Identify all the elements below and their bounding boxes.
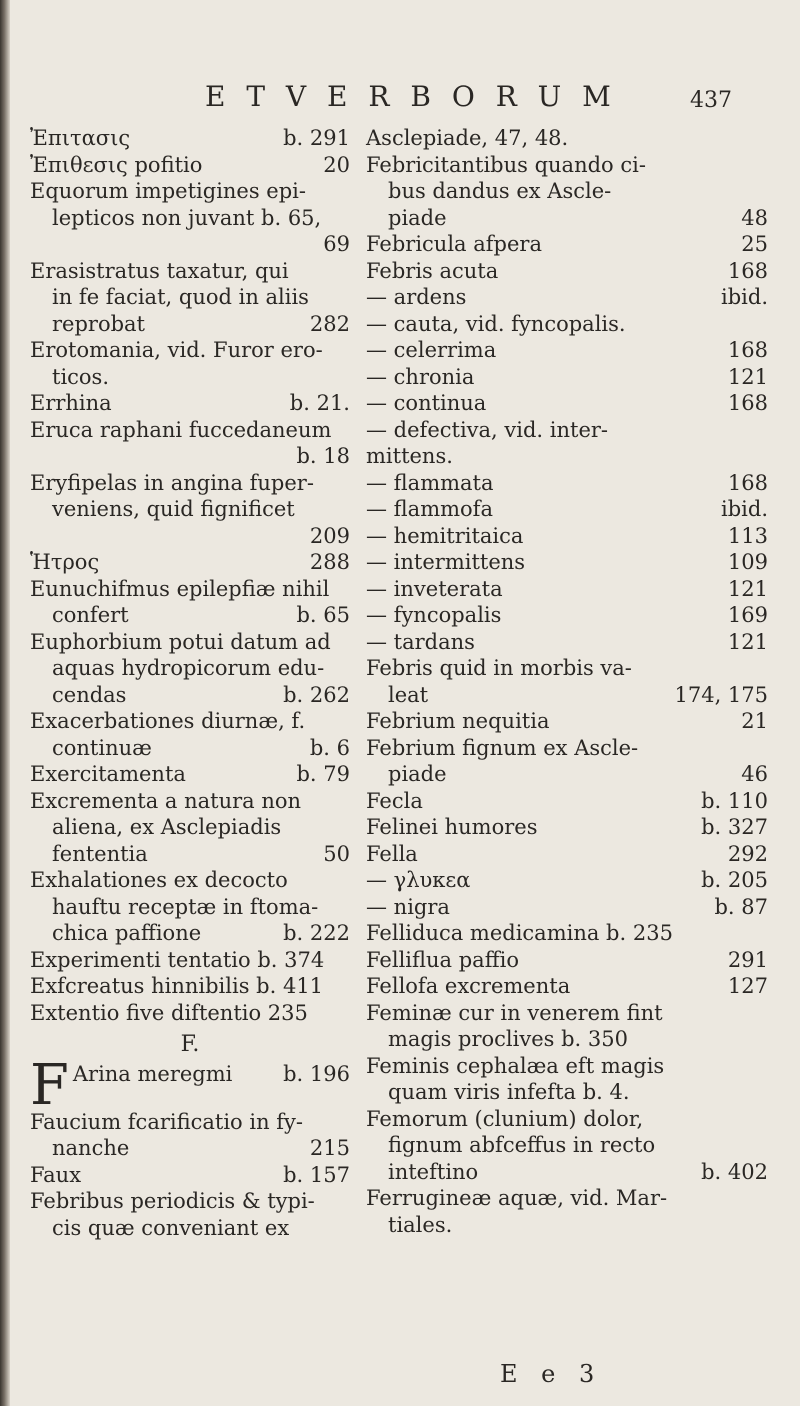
index-entry [366, 178, 768, 205]
entry-reference: 168 [727, 258, 768, 283]
index-entry [30, 920, 350, 947]
entry-text: Febrium nequitia [366, 709, 550, 733]
index-entry [30, 894, 350, 921]
index-entry [366, 973, 768, 1000]
entry-reference: 20 [323, 152, 350, 177]
entry-text: in fe faciat, quod in aliis [52, 285, 309, 309]
entry-text: confert [52, 603, 129, 627]
index-entry [366, 576, 768, 603]
index-entry [366, 708, 768, 735]
entry-reference: b. 18 [296, 444, 350, 468]
index-entry [30, 390, 350, 417]
index-entry [30, 231, 350, 258]
index-entry [30, 205, 350, 232]
entry-text: quam viris infefta b. 4. [388, 1080, 630, 1104]
index-entry [366, 549, 768, 576]
entry-text: Febricula afpera [366, 232, 542, 256]
index-entry [30, 152, 350, 179]
index-entry [30, 708, 350, 735]
entry-text: Febris acuta [366, 258, 499, 283]
index-entry [30, 947, 350, 974]
index-entry [30, 1109, 350, 1136]
entry-reference: b. 196 [283, 1061, 350, 1086]
entry-text: Faux [30, 1162, 82, 1187]
index-entry [366, 894, 768, 921]
entry-text: Equorum impetigines epi- [30, 179, 306, 203]
index-entry [30, 814, 350, 841]
index-entry [30, 1215, 350, 1242]
entry-text: Exhalationes ex decocto [30, 868, 288, 892]
index-entry [30, 655, 350, 682]
index-entry [30, 364, 350, 391]
entry-text: tiales. [388, 1212, 453, 1237]
entry-text: piade [388, 762, 447, 786]
index-entry [366, 205, 768, 232]
entry-text: — γλυκεα [366, 868, 471, 892]
entry-text: Ferrugineæ aquæ, vid. Mar- [366, 1186, 668, 1210]
index-entry [366, 1106, 768, 1133]
index-entry [30, 125, 350, 152]
entry-text: Fecla [366, 788, 423, 813]
index-entry [30, 735, 350, 762]
entry-reference: b. 21. [289, 391, 350, 415]
entry-text: bus dandus ex Ascle- [388, 179, 612, 203]
index-entry [30, 523, 350, 550]
index-entry [366, 761, 768, 788]
entry-text: — nigra [366, 894, 450, 919]
entry-reference: 127 [727, 974, 768, 998]
entry-text: — defectiva, vid. inter- [366, 417, 609, 442]
entry-reference: b. 262 [283, 682, 350, 707]
entry-reference: b. 222 [283, 921, 350, 945]
entry-text: Experimenti tentatio b. 374 [30, 947, 325, 972]
entry-text: ticos. [52, 364, 110, 389]
entry-text: magis proclives b. 350 [388, 1027, 628, 1051]
index-entry [30, 470, 350, 497]
entry-text: fententia [52, 841, 148, 866]
entry-text: Excrementa a natura non [30, 788, 302, 813]
entry-text: Felinei humores [366, 815, 538, 839]
entry-text: — hemitritaica [366, 523, 524, 548]
index-entry [30, 311, 350, 338]
index-entry [366, 258, 768, 285]
entry-text: Ἡτρος [30, 550, 100, 574]
index-entry [366, 311, 768, 338]
entry-reference: 21 [741, 709, 768, 733]
signature-mark: E e 3 [500, 1360, 603, 1388]
entry-reference: 209 [309, 523, 350, 548]
index-entry [366, 629, 768, 656]
index-entry [30, 337, 350, 364]
entry-reference: 46 [741, 762, 768, 786]
entry-text: aliena, ex Asclepiadis [52, 815, 282, 839]
entry-reference: 169 [727, 603, 768, 627]
index-entry [30, 867, 350, 894]
running-header: E T V E R B O R U M [205, 80, 617, 113]
index-entry [366, 443, 768, 470]
entry-text: lepticos non juvant b. 65, [52, 205, 322, 230]
page-number: 437 [690, 88, 732, 113]
entry-reference: b. 65 [296, 603, 350, 627]
entry-text: Euphorbium potui datum ad [30, 629, 331, 654]
entry-text: Arina meregmi [72, 1061, 233, 1086]
index-entry [366, 470, 768, 497]
index-entry [366, 920, 768, 947]
entry-text: chica paffione [52, 921, 202, 945]
entry-reference: b. 6 [309, 735, 350, 760]
index-entry [30, 761, 350, 788]
entry-text: Febrium fignum ex Ascle- [366, 735, 639, 760]
entry-text: — tardans [366, 629, 475, 654]
entry-text: — flammofa [366, 497, 493, 521]
entry-text: Eunuchifmus epilepfiæ nihil [30, 576, 330, 601]
entry-text [30, 232, 37, 256]
entry-text: Extentio five diftentio 235 [30, 1000, 308, 1025]
index-entry [366, 523, 768, 550]
entry-reference: 168 [727, 470, 768, 495]
entry-text: Ἐπιτασις [30, 126, 131, 150]
index-entry [366, 1159, 768, 1186]
entry-text: leat [388, 682, 429, 707]
entry-text: Felliduca medicamina b. 235 [366, 921, 673, 945]
index-entry [30, 549, 350, 576]
entry-reference: 168 [727, 391, 768, 415]
index-entry [30, 576, 350, 603]
index-entry [30, 629, 350, 656]
entry-reference: 121 [727, 629, 768, 654]
index-entry [366, 417, 768, 444]
drop-cap: F [30, 1052, 69, 1118]
entry-text: Eruca raphani fuccedaneum [30, 417, 332, 442]
entry-reference: b. 327 [701, 815, 768, 839]
index-entry [366, 125, 768, 152]
index-entry [366, 337, 768, 364]
entry-text: — intermittens [366, 550, 526, 574]
entry-text: Exacerbationes diurnæ, f. [30, 709, 306, 733]
entry-reference: 282 [309, 311, 350, 336]
index-entry [366, 364, 768, 391]
index-entry [30, 258, 350, 285]
entry-text: Febricitantibus quando ci- [366, 152, 646, 177]
entry-reference: 48 [741, 205, 768, 230]
entry-text: Eryfipelas in angina fuper- [30, 470, 314, 495]
index-entry [366, 231, 768, 258]
entry-reference: ibid. [721, 497, 768, 521]
entry-text: Femorum (clunium) dolor, [366, 1106, 644, 1131]
entry-reference: b. 79 [296, 762, 350, 786]
entry-text: veniens, quid fignificet [52, 497, 295, 521]
index-entry [30, 682, 350, 709]
entry-text: Febris quid in morbis va- [366, 656, 632, 680]
index-entry [366, 496, 768, 523]
entry-text: Asclepiade, 47, 48. [366, 126, 569, 150]
entry-text: Exfcreatus hinnibilis b. 411 [30, 974, 324, 998]
entry-reference: b. 87 [714, 894, 768, 919]
index-entry [30, 602, 350, 629]
entry-reference: 168 [727, 338, 768, 362]
entry-text: piade [388, 205, 447, 230]
index-entry [366, 788, 768, 815]
index-entry [30, 1135, 350, 1162]
entry-text: Fellofa excrementa [366, 974, 571, 998]
entry-text: reprobat [52, 311, 145, 336]
entry-text: Errhina [30, 391, 112, 415]
entry-text: cendas [52, 682, 127, 707]
index-entry [30, 284, 350, 311]
entry-text: Erasistratus taxatur, qui [30, 258, 289, 283]
entry-reference: 121 [727, 364, 768, 389]
index-entry [30, 1188, 350, 1215]
entry-text: — flammata [366, 470, 494, 495]
index-entry [30, 1000, 350, 1027]
entry-text: Fella [366, 841, 418, 866]
index-entry [366, 1132, 768, 1159]
entry-text: — celerrima [366, 338, 497, 362]
entry-reference: 50 [323, 841, 350, 866]
index-entry [366, 390, 768, 417]
index-entry [366, 682, 768, 709]
index-entry [366, 284, 768, 311]
entry-reference: b. 157 [283, 1162, 350, 1187]
index-entry [366, 814, 768, 841]
entry-reference: b. 110 [701, 788, 768, 813]
entry-text: — inveterata [366, 576, 503, 601]
entry-text: mittens. [366, 444, 453, 468]
index-entry [366, 655, 768, 682]
entry-text: Feminis cephalæa eft magis [366, 1053, 665, 1078]
entry-reference: 292 [727, 841, 768, 866]
entry-reference: 69 [323, 232, 350, 256]
right-index-column [366, 125, 768, 1238]
entry-text: fignum abfceffus in recto [388, 1133, 656, 1157]
index-entry [366, 735, 768, 762]
index-entry [366, 1000, 768, 1027]
entry-text: Exercitamenta [30, 762, 186, 786]
entry-text: — fyncopalis [366, 603, 502, 627]
index-entry [366, 1026, 768, 1053]
entry-text [30, 524, 37, 548]
entry-reference: 288 [309, 550, 350, 574]
index-entry [366, 152, 768, 179]
index-entry [30, 1162, 350, 1189]
section-letter: F. [180, 1032, 200, 1057]
index-entry [30, 788, 350, 815]
index-entry [30, 417, 350, 444]
entry-reference: 174, 175 [674, 682, 768, 707]
entry-reference: b. 205 [701, 868, 768, 892]
left-index-column [30, 125, 350, 1241]
index-entry [30, 1052, 350, 1118]
index-entry [366, 1212, 768, 1239]
entry-text: Felliflua paffio [366, 947, 519, 972]
index-entry [366, 1053, 768, 1080]
index-entry [366, 602, 768, 629]
index-entry [30, 841, 350, 868]
entry-text: Faucium fcarificatio in fy- [30, 1109, 303, 1134]
entry-reference: b. 402 [701, 1159, 768, 1184]
entry-text: — cauta, vid. fyncopalis. [366, 311, 626, 336]
index-entry [30, 443, 350, 470]
index-entry [30, 973, 350, 1000]
entry-text: hauftu receptæ in ftoma- [52, 894, 319, 919]
book-binding-edge [0, 0, 10, 1406]
index-entry [366, 841, 768, 868]
entry-text: — continua [366, 391, 487, 415]
entry-text: — ardens [366, 285, 467, 309]
entry-text: Febribus periodicis & typi- [30, 1189, 315, 1213]
entry-reference: b. 291 [283, 126, 350, 150]
entry-reference: 109 [727, 550, 768, 574]
entry-text: nanche [52, 1136, 130, 1160]
entry-text: cis quæ conveniant ex [52, 1215, 290, 1240]
entry-text: Erotomania, vid. Furor ero- [30, 338, 323, 362]
entry-reference: 291 [727, 947, 768, 972]
index-entry [30, 178, 350, 205]
index-entry [30, 496, 350, 523]
index-entry [366, 1185, 768, 1212]
index-entry [366, 1079, 768, 1106]
index-entry [366, 867, 768, 894]
entry-reference: 25 [741, 232, 768, 256]
entry-text [30, 444, 37, 468]
entry-text: aquas hydropicorum edu- [52, 656, 325, 680]
entry-reference: ibid. [721, 285, 768, 309]
entry-reference: 113 [727, 523, 768, 548]
entry-text: Ἐπιθεσις pofitio [30, 152, 203, 177]
entry-text: — chronia [366, 364, 475, 389]
entry-text: continuæ [52, 735, 152, 760]
entry-text: Feminæ cur in venerem fint [366, 1000, 663, 1025]
entry-text: inteftino [388, 1159, 479, 1184]
entry-reference: 215 [309, 1136, 350, 1160]
index-entry [366, 947, 768, 974]
entry-reference: 121 [727, 576, 768, 601]
